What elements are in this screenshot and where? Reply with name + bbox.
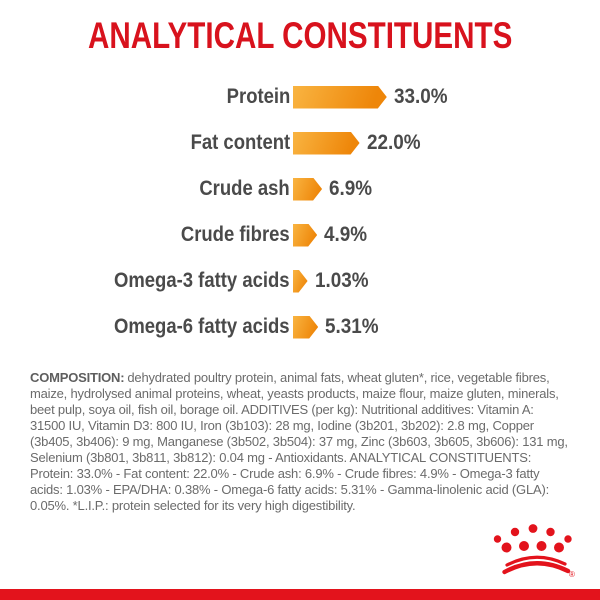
bar-label xyxy=(0,131,290,155)
analytical-constituents-chart xyxy=(0,74,600,350)
bar-value xyxy=(367,131,427,155)
value-bar xyxy=(293,316,318,339)
bar-label-text: Fat content xyxy=(190,131,290,154)
bar-value xyxy=(329,177,377,201)
bar-label-text: Crude ash xyxy=(199,177,290,200)
chart-row xyxy=(0,304,600,350)
bar-label-text: Crude fibres xyxy=(181,223,290,246)
registered-trademark: ® xyxy=(569,570,575,579)
page-title xyxy=(0,16,600,56)
bar-value-text: 4.9% xyxy=(324,223,368,246)
value-bar xyxy=(293,132,360,155)
bar-value-text: 33.0% xyxy=(393,85,448,108)
page-title-text: ANALYTICAL CONSTITUENTS xyxy=(87,15,513,56)
value-bar xyxy=(293,270,308,293)
chart-row xyxy=(0,120,600,166)
composition-paragraph xyxy=(30,370,571,514)
bar-label-text: Protein xyxy=(226,85,290,108)
crown-lower-arc xyxy=(505,563,569,572)
bar-label xyxy=(0,223,290,247)
footer-red-bar xyxy=(0,589,600,600)
bar-value xyxy=(324,223,372,247)
bar-value-text: 5.31% xyxy=(325,315,379,338)
value-bar xyxy=(293,224,317,247)
bar-value xyxy=(394,85,454,109)
bar-value-text: 6.9% xyxy=(329,177,373,200)
bar-label-text: Omega-6 fatty acids xyxy=(114,315,290,338)
bar-label xyxy=(0,315,290,339)
bar-label xyxy=(0,269,290,293)
crown-dots xyxy=(494,524,572,552)
composition-text: dehydrated poultry protein, animal fats, wheat gluten*, rice, vegetable fibres, maize, hydrolysed animal proteins, wheat, yeasts products, maize flour, maize gluten, minerals, beet pulp, soya oil, fish oil, borage oil. ADDITIVES (per kg): Nutritional additives: Vitamin A: 31500 IU, Vitamin D3: 800 IU, Iron (3b103): 28 mg, Iodine (3b201, 3b202): 2.8 mg, Copper (3b405, 3b406): 9 mg, Manganese (3b502, 3b504): 37 mg, Zinc (3b603, 3b605, 3b606): 131 mg, Selenium (3b801, 3b811, 3b812): 0.04 mg - Antioxidants. ANALYTICAL CONSTITUENTS: Protein: 33.0% - Fat content: 22.0% - Crude ash: 6.9% - Crude fibres: 4.9% - Omega-3 fatty acids: 1.03% - EPA/DHA: 0.38% - Omega-6 fatty acids: 5.31% - Gamma-linolenic acid (GLA): 0.05%. *L.I.P.: protein selected for its very high digestibility. xyxy=(30,370,568,513)
composition-label: COMPOSITION: xyxy=(30,370,125,385)
bar-label xyxy=(0,177,290,201)
chart-row xyxy=(0,258,600,304)
value-bar xyxy=(293,86,387,109)
bar-value xyxy=(325,315,385,339)
bar-value xyxy=(315,269,375,293)
bar-value-text: 22.0% xyxy=(366,131,421,154)
royal-canin-crown-logo xyxy=(489,517,579,585)
bar-label-text: Omega-3 fatty acids xyxy=(114,269,290,292)
bar-label xyxy=(0,85,290,109)
bar-value-text: 1.03% xyxy=(314,269,369,292)
value-bar xyxy=(293,178,322,201)
chart-row xyxy=(0,212,600,258)
chart-row xyxy=(0,166,600,212)
chart-row xyxy=(0,74,600,120)
